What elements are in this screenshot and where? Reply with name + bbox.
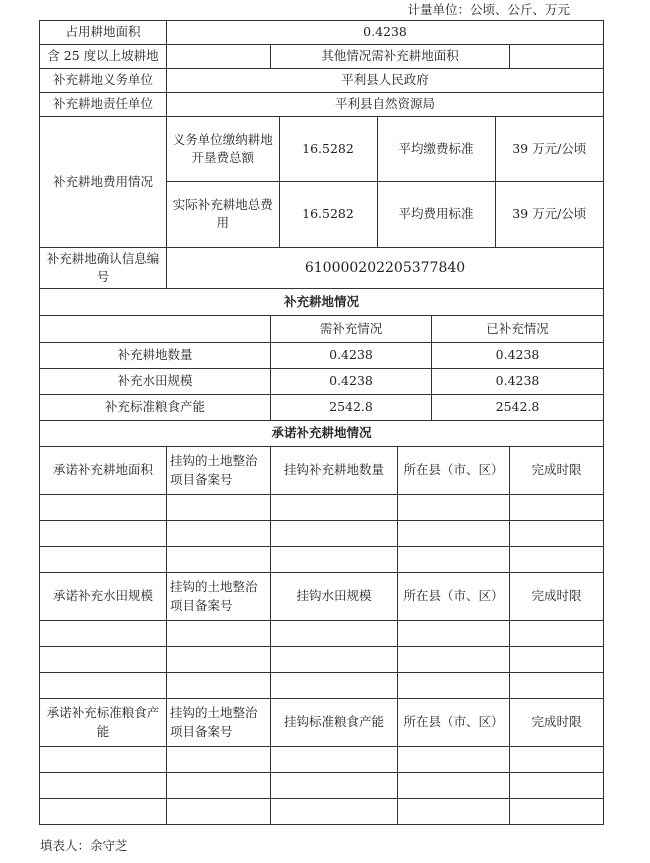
cost-paid-row (167, 117, 603, 181)
slope25-label: 含 25 度以上坡耕地 (40, 45, 167, 69)
promise-project-label: 挂钩的土地整治项目备案号 (167, 573, 271, 621)
signer-label: 填表人：余守芝 (40, 838, 128, 853)
other-area-label: 其他情况需补充耕地面积 (271, 45, 510, 69)
promise-label: 承诺补充标准粮食产能 (40, 699, 167, 747)
actual-label: 实际补充耕地总费用 (167, 181, 279, 247)
supplement-done: 0.4238 (432, 369, 604, 395)
promise-title: 承诺补充耕地情况 (40, 421, 604, 447)
col-done: 已补充情况 (432, 316, 604, 343)
unit-label: 计量单位：公顷、公斤、万元 (407, 2, 570, 17)
row-slope25 (40, 45, 604, 69)
promise-metric-label: 挂钩水田规模 (271, 573, 398, 621)
row-obligation-unit (40, 69, 604, 93)
avg-cost-label: 平均费用标准 (377, 181, 495, 247)
supplement-title: 补充耕地情况 (40, 289, 604, 316)
col-need: 需补充情况 (271, 316, 432, 343)
promise-header-row (40, 447, 604, 495)
cost-actual-row (167, 181, 603, 247)
supplement-need: 0.4238 (271, 369, 432, 395)
promise-label: 承诺补充耕地面积 (40, 447, 167, 495)
supplement-need: 2542.8 (271, 395, 432, 421)
avg-pay-label: 平均缴费标准 (377, 117, 495, 181)
actual-value: 16.5282 (279, 181, 377, 247)
promise-blank-row (40, 621, 604, 647)
row-supplement-title (40, 289, 604, 316)
responsible-unit-label: 补充耕地责任单位 (40, 93, 167, 117)
row-responsible-unit (40, 93, 604, 117)
promise-header-row (40, 699, 604, 747)
responsible-unit-value: 平利县自然资源局 (167, 93, 604, 117)
promise-county-label: 所在县（市、区） (398, 447, 510, 495)
promise-county-label: 所在县（市、区） (398, 699, 510, 747)
supplement-row (40, 343, 604, 369)
promise-project-label: 挂钩的土地整治项目备案号 (167, 447, 271, 495)
occupied-area-label: 占用耕地面积 (40, 21, 167, 45)
supplement-done: 0.4238 (432, 343, 604, 369)
promise-blank-row (40, 773, 604, 799)
other-area-value (510, 45, 604, 69)
promise-project-label: 挂钩的土地整治项目备案号 (167, 699, 271, 747)
avg-pay-value: 39 万元/公顷 (495, 117, 603, 181)
promise-blank-row (40, 673, 604, 699)
avg-cost-value: 39 万元/公顷 (495, 181, 603, 247)
promise-blank-row (40, 647, 604, 673)
confirm-label: 补充耕地确认信息编号 (40, 248, 167, 289)
promise-blank-row (40, 799, 604, 825)
cost-inner-table (167, 117, 603, 247)
promise-deadline-label: 完成时限 (510, 573, 604, 621)
obligation-unit-label: 补充耕地义务单位 (40, 69, 167, 93)
supplement-done: 2542.8 (432, 395, 604, 421)
occupied-area-value: 0.4238 (167, 21, 604, 45)
paid-value: 16.5282 (279, 117, 377, 181)
promise-label: 承诺补充水田规模 (40, 573, 167, 621)
promise-metric-label: 挂钩标准粮食产能 (271, 699, 398, 747)
supplement-item-label: 补充标准粮食产能 (40, 395, 271, 421)
promise-blank-row (40, 747, 604, 773)
slope25-value (167, 45, 271, 69)
row-promise-title (40, 421, 604, 447)
row-confirm (40, 248, 604, 289)
paid-label: 义务单位缴纳耕地开垦费总额 (167, 117, 279, 181)
row-occupied-area (40, 21, 604, 45)
promise-county-label: 所在县（市、区） (398, 573, 510, 621)
promise-header-row (40, 573, 604, 621)
promise-metric-label: 挂钩补充耕地数量 (271, 447, 398, 495)
confirm-value: 610000202205377840 (167, 248, 604, 289)
supplement-row (40, 369, 604, 395)
obligation-unit-value: 平利县人民政府 (167, 69, 604, 93)
supplement-item-label: 补充耕地数量 (40, 343, 271, 369)
supplement-row (40, 395, 604, 421)
cost-label: 补充耕地费用情况 (40, 117, 167, 248)
promise-blank-row (40, 521, 604, 547)
promise-deadline-label: 完成时限 (510, 447, 604, 495)
promise-blank-row (40, 547, 604, 573)
form-table (39, 20, 604, 825)
row-cost (40, 117, 604, 248)
row-supplement-header (40, 316, 604, 343)
supplement-need: 0.4238 (271, 343, 432, 369)
promise-deadline-label: 完成时限 (510, 699, 604, 747)
supplement-item-label: 补充水田规模 (40, 369, 271, 395)
promise-blank-row (40, 495, 604, 521)
supplement-blank-header (40, 316, 271, 343)
